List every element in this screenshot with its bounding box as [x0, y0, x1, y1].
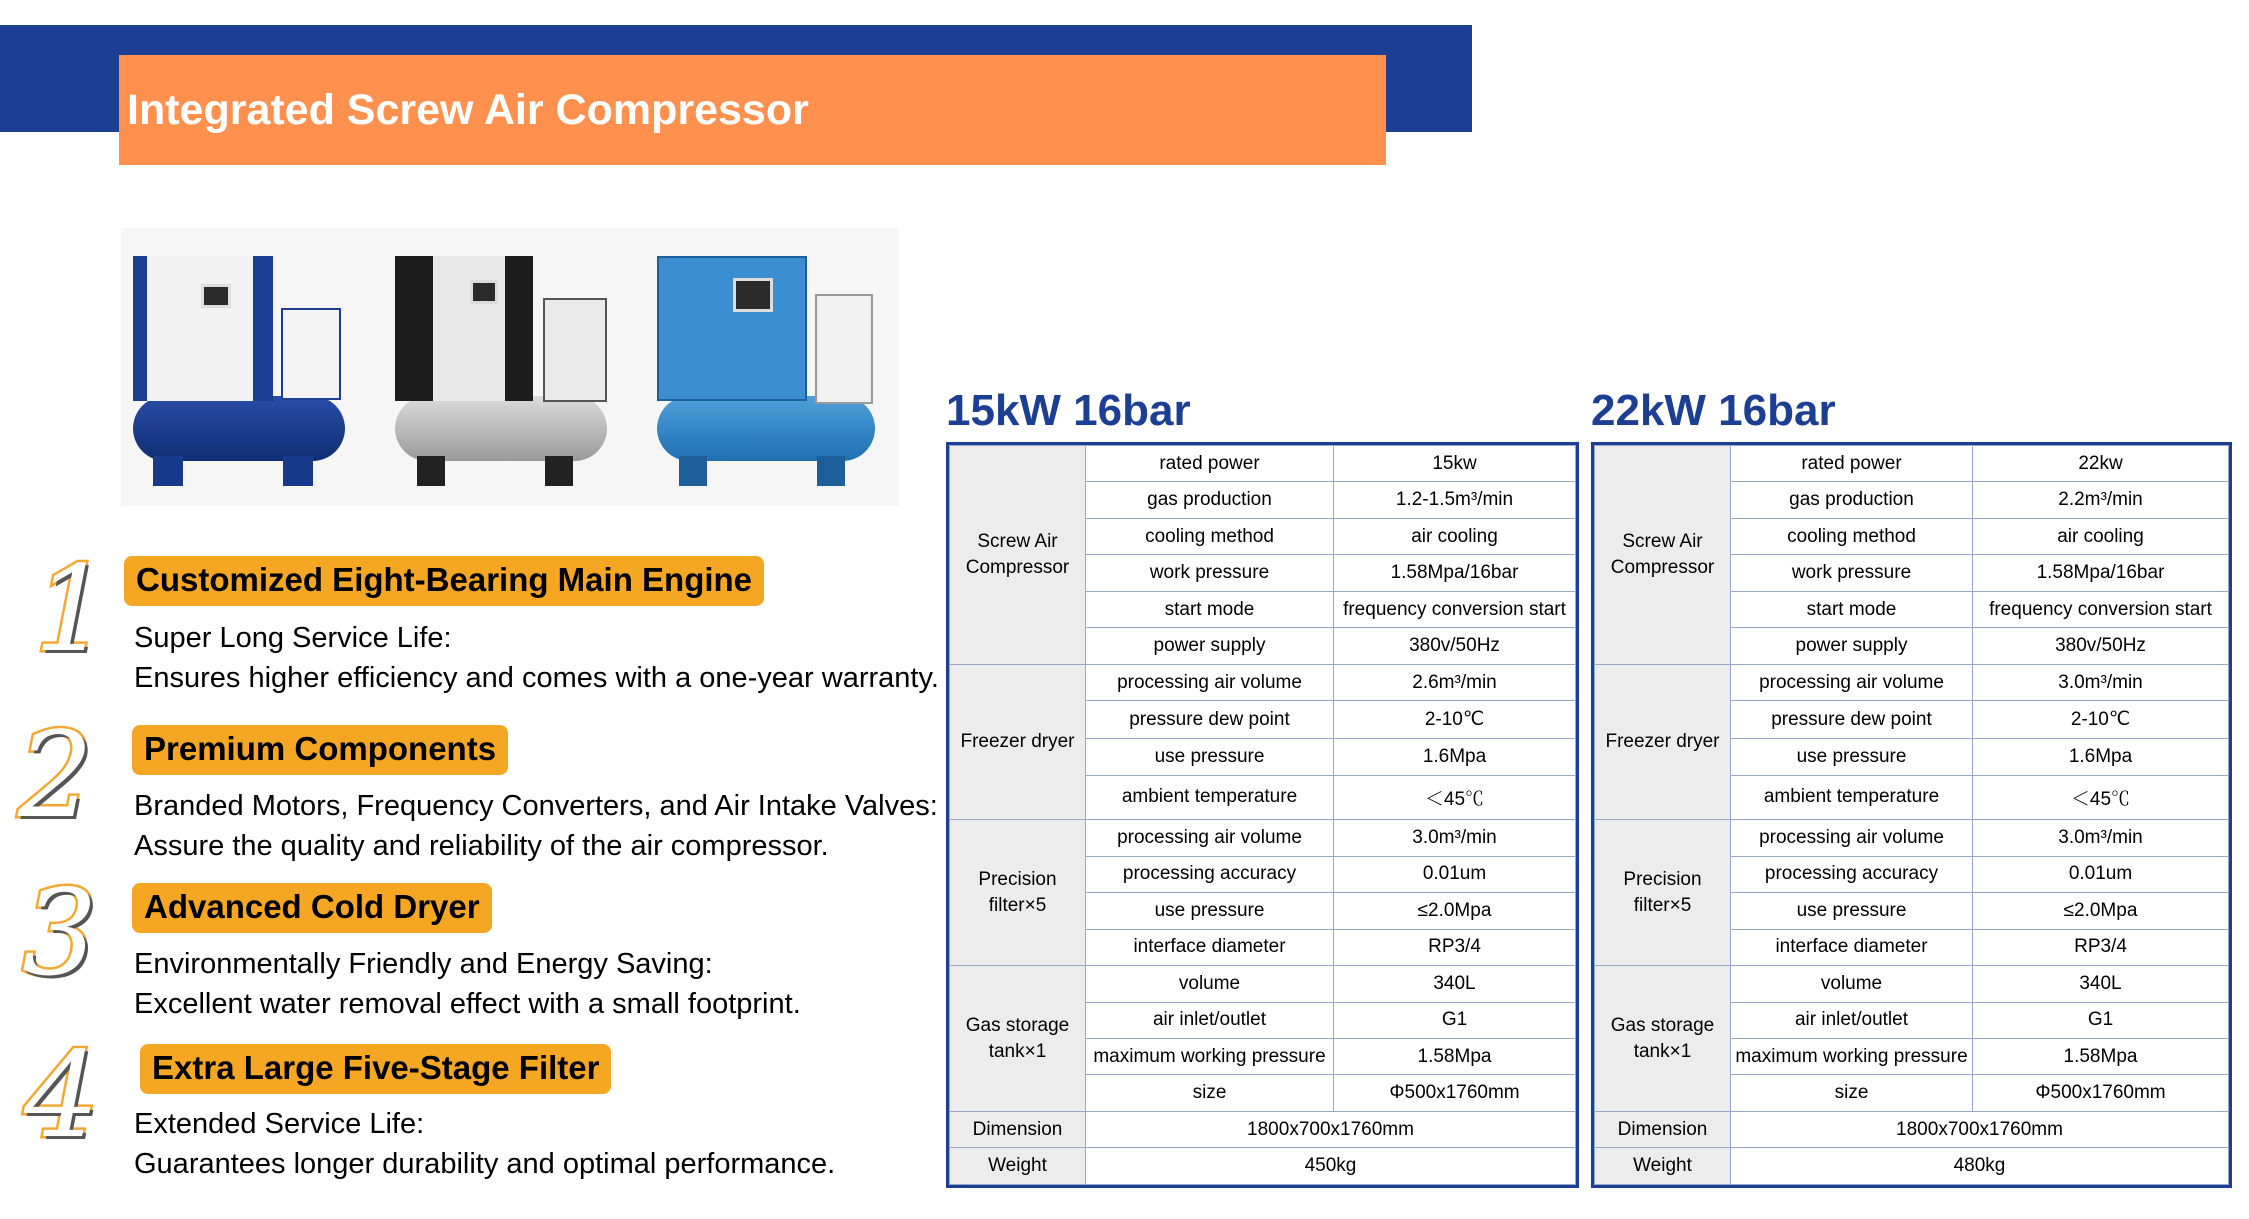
compressor-image-navy [133, 256, 353, 496]
table-row [1595, 664, 2229, 700]
spec-param-value: 2.6m³/min [1334, 664, 1576, 700]
spec-weight-label: Weight [950, 1148, 1086, 1185]
spec-param-value: 1.2-1.5m³/min [1334, 482, 1576, 518]
spec-param-name: start mode [1731, 591, 1973, 627]
spec-param-name: air inlet/outlet [1731, 1002, 1973, 1038]
feature-title-1: Customized Eight-Bearing Main Engine [124, 556, 764, 606]
spec-param-value: frequency conversion start [1973, 591, 2229, 627]
spec-param-name: use pressure [1086, 893, 1334, 929]
spec-dimension-label: Dimension [950, 1111, 1086, 1147]
spec-param-name: gas production [1086, 482, 1334, 518]
feature-text-line: Super Long Service Life: [134, 622, 452, 654]
spec-param-value: 1.58Mpa/16bar [1973, 555, 2229, 591]
spec-param-name: maximum working pressure [1731, 1039, 1973, 1075]
spec-param-value: frequency conversion start [1334, 591, 1576, 627]
spec-group-label: Screw Air Compressor [1595, 446, 1731, 665]
spec-param-name: interface diameter [1731, 929, 1973, 965]
page-title: Integrated Screw Air Compressor [127, 85, 809, 134]
feature-number-4: 4 [24, 1026, 100, 1164]
table-row [1595, 446, 2229, 482]
spec-group-label: Precision filter×5 [950, 820, 1086, 966]
feature-text-line: Guarantees longer durability and optimal performance. [134, 1148, 836, 1180]
spec-param-name: cooling method [1086, 518, 1334, 554]
spec-param-name: use pressure [1086, 739, 1334, 775]
spec-param-name: interface diameter [1086, 929, 1334, 965]
model-title-15kw: 15kW 16bar [946, 386, 1191, 435]
spec-param-value: 2-10℃ [1973, 701, 2229, 739]
spec-param-value: G1 [1973, 1002, 2229, 1038]
spec-param-name: power supply [1731, 628, 1973, 664]
header-banner [119, 55, 1386, 165]
spec-group-label: Gas storage tank×1 [950, 966, 1086, 1112]
spec-dimension-label: Dimension [1595, 1111, 1731, 1147]
spec-param-name: cooling method [1731, 518, 1973, 554]
table-row [950, 664, 1576, 700]
spec-param-name: power supply [1086, 628, 1334, 664]
spec-param-value: 1.6Mpa [1973, 739, 2229, 775]
feature-text-line: Assure the quality and reliability of the air compressor. [134, 830, 829, 862]
feature-title-4: Extra Large Five-Stage Filter [140, 1044, 611, 1094]
spec-param-name: gas production [1731, 482, 1973, 518]
feature-text-3 [134, 944, 801, 1024]
table-row [950, 446, 1576, 482]
spec-param-value: Φ500x1760mm [1334, 1075, 1576, 1111]
spec-param-name: pressure dew point [1731, 701, 1973, 739]
spec-param-name: volume [1086, 966, 1334, 1002]
spec-table-grid [1594, 445, 2229, 1185]
table-row [950, 1148, 1576, 1185]
spec-param-value: 1.58Mpa/16bar [1334, 555, 1576, 591]
spec-group-label: Freezer dryer [1595, 664, 1731, 819]
feature-text-4 [134, 1104, 835, 1184]
spec-param-name: use pressure [1731, 893, 1973, 929]
table-row [950, 820, 1576, 856]
spec-weight-value: 450kg [1086, 1148, 1576, 1185]
spec-param-name: work pressure [1086, 555, 1334, 591]
spec-param-name: air inlet/outlet [1086, 1002, 1334, 1038]
table-row [1595, 966, 2229, 1002]
spec-param-value: RP3/4 [1334, 929, 1576, 965]
spec-table-grid [949, 445, 1576, 1185]
spec-weight-value: 480kg [1731, 1148, 2229, 1185]
spec-param-name: start mode [1086, 591, 1334, 627]
feature-text-1 [134, 618, 939, 698]
table-row [950, 966, 1576, 1002]
spec-dimension-value: 1800x700x1760mm [1731, 1111, 2229, 1147]
feature-text-line: Extended Service Life: [134, 1108, 425, 1140]
spec-param-value: air cooling [1973, 518, 2229, 554]
compressor-image-blue [657, 256, 887, 496]
table-row [950, 1111, 1576, 1147]
spec-param-name: size [1086, 1075, 1334, 1111]
spec-param-value: ＜45℃ [1334, 775, 1576, 819]
model-title-22kw: 22kW 16bar [1591, 386, 1836, 435]
spec-param-value: 22kw [1973, 446, 2229, 482]
spec-param-value: 3.0m³/min [1334, 820, 1576, 856]
spec-param-name: use pressure [1731, 739, 1973, 775]
spec-param-value: G1 [1334, 1002, 1576, 1038]
spec-param-value: 1.6Mpa [1334, 739, 1576, 775]
spec-param-value: 3.0m³/min [1973, 664, 2229, 700]
spec-param-name: work pressure [1731, 555, 1973, 591]
spec-group-label: Screw Air Compressor [950, 446, 1086, 665]
feature-text-line: Ensures higher efficiency and comes with a one-year warranty. [134, 662, 939, 694]
feature-text-line: Branded Motors, Frequency Converters, and Air Intake Valves: [134, 790, 938, 822]
spec-param-value: 15kw [1334, 446, 1576, 482]
spec-group-label: Precision filter×5 [1595, 820, 1731, 966]
spec-param-value: 3.0m³/min [1973, 820, 2229, 856]
spec-param-value: 340L [1973, 966, 2229, 1002]
spec-param-value: 380v/50Hz [1973, 628, 2229, 664]
spec-param-name: rated power [1731, 446, 1973, 482]
spec-param-value: 1.58Mpa [1973, 1039, 2229, 1075]
spec-param-name: processing air volume [1731, 664, 1973, 700]
feature-text-line: Environmentally Friendly and Energy Saving: [134, 948, 713, 980]
compressor-image-black [395, 256, 615, 496]
spec-param-value: 0.01um [1334, 856, 1576, 892]
spec-group-label: Gas storage tank×1 [1595, 966, 1731, 1112]
spec-param-name: size [1731, 1075, 1973, 1111]
spec-param-value: 340L [1334, 966, 1576, 1002]
table-row [1595, 1148, 2229, 1185]
spec-param-value: 2.2m³/min [1973, 482, 2229, 518]
spec-param-value: Φ500x1760mm [1973, 1075, 2229, 1111]
spec-dimension-value: 1800x700x1760mm [1086, 1111, 1576, 1147]
spec-weight-label: Weight [1595, 1148, 1731, 1185]
spec-param-name: ambient temperature [1731, 775, 1973, 819]
table-row [1595, 820, 2229, 856]
spec-param-value: ≤2.0Mpa [1334, 893, 1576, 929]
spec-param-value: 1.58Mpa [1334, 1039, 1576, 1075]
spec-table-15kw [946, 442, 1579, 1188]
spec-param-value: air cooling [1334, 518, 1576, 554]
feature-title-3: Advanced Cold Dryer [132, 883, 492, 933]
spec-param-name: processing air volume [1731, 820, 1973, 856]
feature-number-2: 2 [18, 706, 94, 844]
spec-param-name: processing air volume [1086, 664, 1334, 700]
spec-param-value: ≤2.0Mpa [1973, 893, 2229, 929]
spec-param-name: processing air volume [1086, 820, 1334, 856]
spec-param-name: processing accuracy [1086, 856, 1334, 892]
spec-param-name: rated power [1086, 446, 1334, 482]
spec-param-name: processing accuracy [1731, 856, 1973, 892]
feature-text-line: Excellent water removal effect with a small footprint. [134, 988, 801, 1020]
spec-param-value: 380v/50Hz [1334, 628, 1576, 664]
spec-param-value: RP3/4 [1973, 929, 2229, 965]
feature-number-3: 3 [22, 864, 98, 1002]
spec-param-name: ambient temperature [1086, 775, 1334, 819]
feature-number-1: 1 [34, 540, 110, 678]
table-row [1595, 1111, 2229, 1147]
spec-table-22kw [1591, 442, 2232, 1188]
product-photos [121, 228, 899, 506]
spec-param-name: maximum working pressure [1086, 1039, 1334, 1075]
spec-group-label: Freezer dryer [950, 664, 1086, 819]
spec-param-value: 2-10℃ [1334, 701, 1576, 739]
feature-text-2 [134, 786, 938, 866]
spec-param-name: volume [1731, 966, 1973, 1002]
spec-param-name: pressure dew point [1086, 701, 1334, 739]
spec-param-value: ＜45℃ [1973, 775, 2229, 819]
spec-param-value: 0.01um [1973, 856, 2229, 892]
feature-title-2: Premium Components [132, 725, 508, 775]
